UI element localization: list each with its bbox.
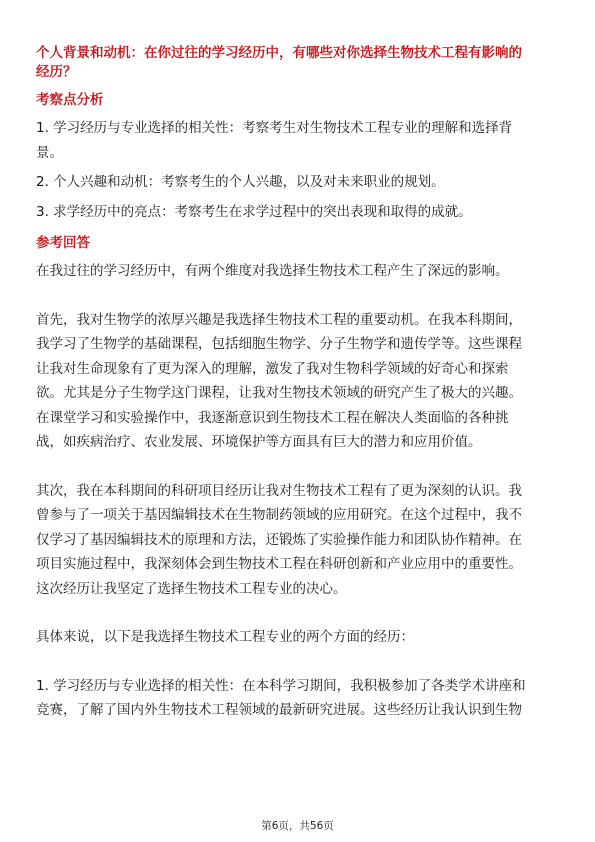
question-heading	[36, 44, 560, 82]
document-page	[36, 44, 560, 723]
page-number-footer: 第6页，共56页	[261, 820, 334, 832]
question-line-1: 个人背景和动机：在你过往的学习经历中，有哪些对你选择生物技术工程有影响的	[36, 45, 522, 61]
answer-paragraph-3: 其次，我在本科期间的科研项目经历让我对生物技术工程有了更为深刻的认识。我 曾参与了一项关于基因编辑技术在生物制药领域的应用研究。在这个过程中，我不 仅学习了基因编辑技术的原理和方法，还锻炼了实验操作能力和团队协作精神。在 项目实施过程中，我深刻体会到生物技术工程在科研创新和产业应用中的重要性。 这次经历让我坚定了选择生物技术工程专业的决心。	[36, 482, 522, 597]
question-line-2: 经历？	[36, 64, 77, 80]
analysis-title: 考察点分析	[36, 92, 104, 108]
analysis-item-3: 3. 求学经历中的亮点：考察考生在求学过程中的突出表现和取得的成就。	[36, 203, 472, 220]
answer-paragraph-1: 在我过往的学习经历中，有两个维度对我选择生物技术工程产生了深远的影响。	[36, 263, 509, 279]
answer-title: 参考回答	[36, 235, 90, 251]
analysis-item-1: 1. 学习经历与专业选择的相关性：考察考生对生物技术工程专业的理解和选择背 景。	[36, 120, 513, 161]
answer-paragraph-2: 首先，我对生物学的浓厚兴趣是我选择生物技术工程的重要动机。在我本科期间， 我学习了生物学的基础课程，包括细胞生物学、分子生物学和遗传学等。这些课程 让我对生命现象有了更为深入的理解，激发了我对生物科学领域的好奇心和探索 欲。尤其是分子生物学这门课程，让我对生物技术领域的研究产生了极大的兴趣。 在课堂学习和实验操作中，我逐渐意识到生物技术工程在解决人类面临的各种挑 战，如疾病治疗、农业发展、环境保护等方面具有巨大的潜力和应用价值。	[36, 311, 522, 450]
analysis-item-2: 2. 个人兴趣和动机：考察考生的个人兴趣，以及对未来职业的规划。	[36, 174, 445, 190]
answer-paragraph-5: 1. 学习经历与专业选择的相关性：在本科学习期间，我积极参加了各类学术讲座和 竞赛，了解了国内外生物技术工程领域的最新研究进展。这些经历让我认识到生物	[36, 677, 526, 718]
answer-paragraph-4: 具体来说，以下是我选择生物技术工程专业的两个方面的经历：	[36, 629, 414, 645]
